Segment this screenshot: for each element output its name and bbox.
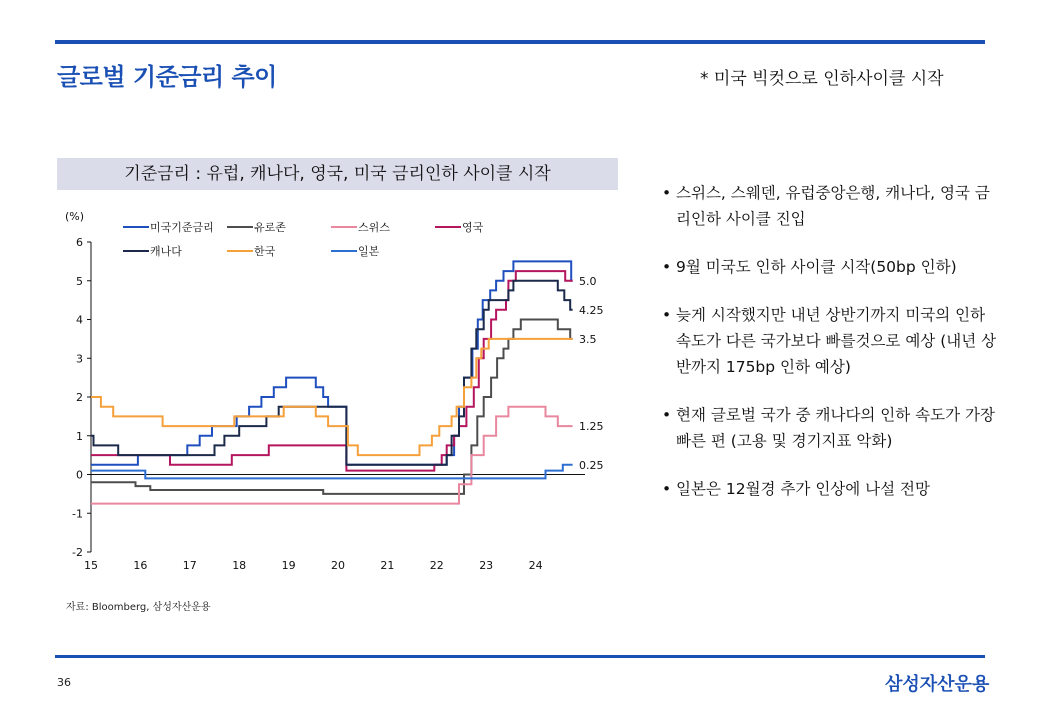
page-number: 36 (57, 676, 71, 689)
legend-label: 미국기준금리 (150, 221, 214, 234)
end-value-label: 0.25 (579, 458, 604, 472)
bullet-item: • 현재 글로벌 국가 중 캐나다의 인하 속도가 가장 빠른 편 (고용 및 경기지표 악화) (662, 406, 995, 450)
x-tick-label: 23 (479, 559, 494, 572)
x-tick-label: 19 (281, 559, 296, 572)
page-title: 글로벌 기준금리 추이 (57, 63, 277, 91)
bullet-item: • 일본은 12월경 추가 인상에 나설 전망 (662, 480, 930, 498)
y-tick-label: 3 (76, 352, 83, 366)
legend-label: 영국 (462, 221, 484, 234)
legend-label: 한국 (254, 245, 276, 258)
headline-note: * 미국 빅컷으로 인하사이클 시작 (700, 69, 944, 89)
rate-line-chart (55, 200, 615, 590)
x-tick-label: 21 (380, 559, 395, 572)
y-tick-label: 6 (76, 236, 83, 249)
end-value-label: 1.25 (579, 420, 604, 434)
series-line (91, 339, 573, 455)
x-tick-label: 22 (429, 559, 444, 572)
legend-label: 유로존 (254, 221, 286, 234)
x-tick-label: 17 (182, 559, 197, 572)
series-line (91, 261, 573, 464)
end-value-label: 3.5 (579, 332, 597, 346)
x-tick-label: 15 (84, 559, 98, 572)
legend-label: 캐나다 (150, 245, 182, 258)
y-tick-label: -2 (72, 546, 83, 559)
bullet-item: • 스위스, 스웨덴, 유럽중앙은행, 캐나다, 영국 금리인하 사이클 진입 (662, 184, 990, 228)
bullet-list (662, 180, 1002, 524)
brand-logo: 삼성자산운용 (885, 674, 990, 695)
legend-label: 일본 (358, 245, 380, 258)
series-line (91, 465, 573, 479)
legend-label: 스위스 (358, 221, 390, 234)
y-tick-label: 1 (76, 429, 83, 443)
y-tick-label: 2 (76, 391, 83, 404)
y-tick-label: 5 (76, 274, 83, 288)
end-value-label: 5.0 (579, 274, 597, 288)
bullet-item: • 9월 미국도 인하 사이클 시작(50bp 인하) (662, 258, 957, 276)
end-value-label: 4.25 (579, 303, 604, 317)
x-tick-label: 24 (528, 559, 543, 572)
x-tick-label: 16 (133, 559, 148, 572)
top-rule (55, 40, 985, 44)
series-line (91, 281, 573, 465)
x-tick-label: 20 (331, 559, 345, 572)
x-tick-label: 18 (232, 559, 247, 572)
bullet-item: • 늦게 시작했지만 내년 상반기까지 미국의 인하 속도가 다른 국가보다 빠를것으로 예상 (내년 상반까지 175bp 인하 예상) (662, 306, 997, 376)
y-tick-label: -1 (72, 507, 83, 521)
y-tick-label: 0 (76, 468, 83, 482)
y-tick-label: 4 (76, 313, 83, 327)
bottom-rule (55, 655, 985, 658)
chart-heading: 기준금리 : 유럽, 캐나다, 영국, 미국 금리인하 사이클 시작 (57, 158, 618, 190)
chart-source: 자료: Bloomberg, 삼성자산운용 (66, 602, 211, 613)
y-unit-label: (%) (65, 210, 85, 223)
